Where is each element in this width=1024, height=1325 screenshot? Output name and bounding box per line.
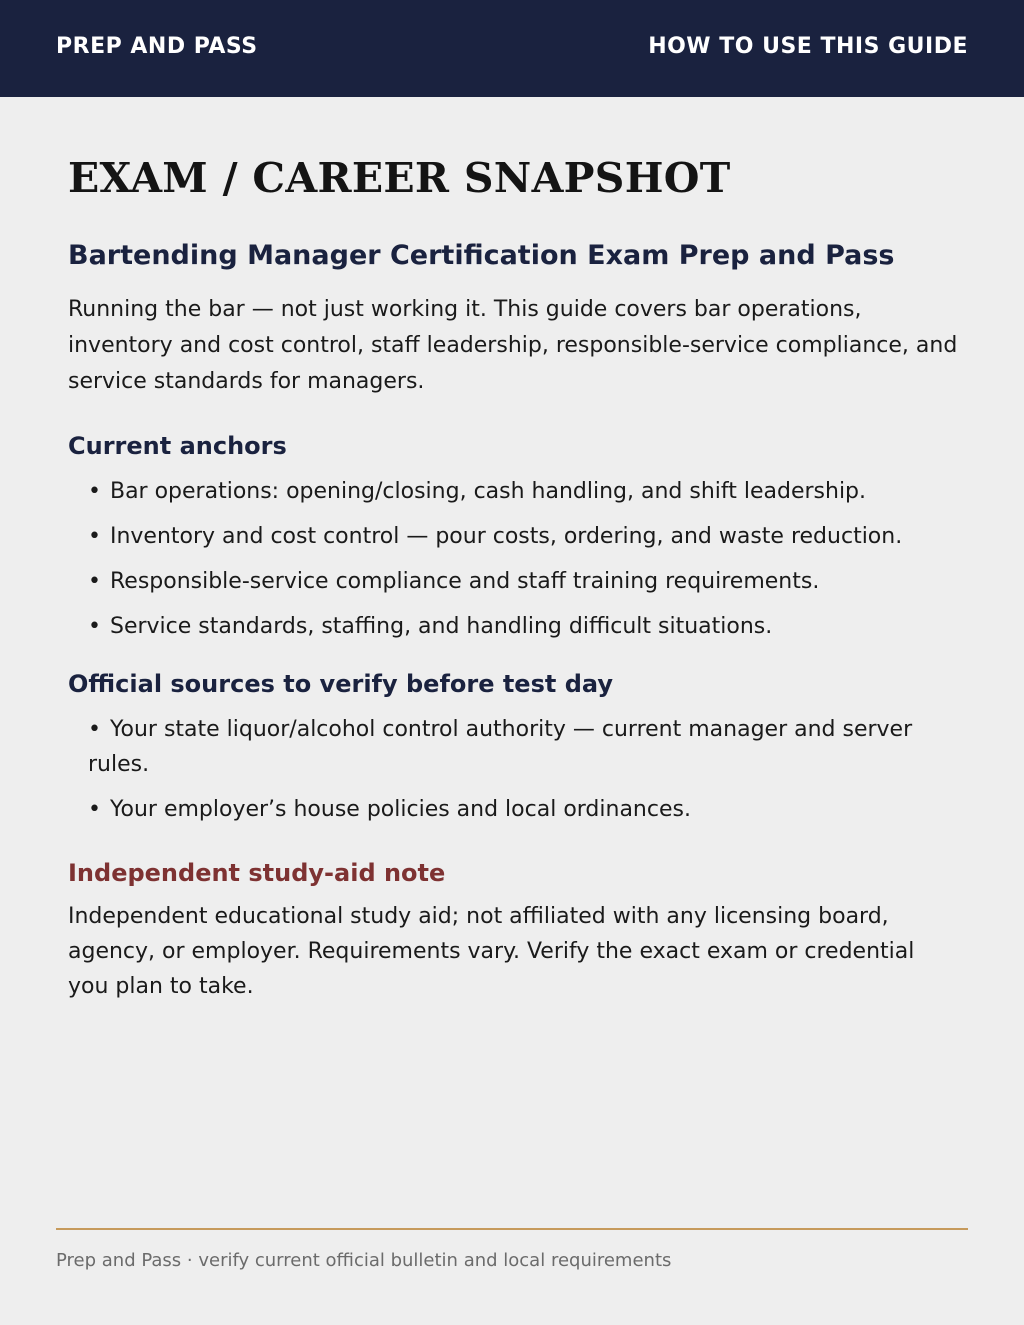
brand-name: PREP AND PASS (56, 34, 258, 59)
note-paragraph: Independent educational study aid; not affiliated with any licensing board, agency, or employer. Requirements vary. Verify the exact exam or credential you plan to take. (68, 904, 915, 999)
bullet-icon: • (88, 524, 101, 549)
list-item-text: Responsible-service compliance and staff training requirements. (109, 569, 820, 594)
bullet-icon: • (88, 569, 101, 594)
bullet-icon: • (88, 797, 101, 822)
section-label: HOW TO USE THIS GUIDE (648, 34, 968, 59)
sources-list (88, 712, 958, 827)
list-item (88, 564, 958, 599)
intro-paragraph: Running the bar — not just working it. This guide covers bar operations, inventory and cost control, staff leadership, responsible-service compliance, and service standards for managers. (68, 297, 958, 394)
note-heading: Independent study-aid note (68, 859, 446, 887)
bullet-icon: • (88, 717, 101, 742)
bullet-icon: • (88, 479, 101, 504)
list-item-text: Inventory and cost control — pour costs, ordering, and waste reduction. (109, 524, 903, 549)
main-content (68, 150, 958, 1004)
list-item (88, 474, 958, 509)
list-item (88, 519, 958, 554)
list-item (88, 792, 958, 827)
list-item-text: Bar operations: opening/closing, cash handling, and shift leadership. (109, 479, 867, 504)
list-item-text: Service standards, staffing, and handling difficult situations. (109, 614, 773, 639)
list-item (88, 609, 958, 644)
list-item (88, 712, 958, 782)
footer-text: Prep and Pass · verify current official bulletin and local requirements (56, 1250, 672, 1271)
sources-heading: Official sources to verify before test day (68, 670, 613, 698)
list-item-text: Your state liquor/alcohol control authority — current manager and server rules. (88, 717, 913, 777)
anchors-heading: Current anchors (68, 432, 287, 460)
guide-title: Bartending Manager Certification Exam Prep and Pass (68, 240, 895, 271)
footer-divider (56, 1228, 968, 1230)
list-item-text: Your employer’s house policies and local ordinances. (109, 797, 691, 822)
bullet-icon: • (88, 614, 101, 639)
anchors-list (88, 474, 958, 644)
top-banner (0, 0, 1024, 97)
page-title: EXAM / CAREER SNAPSHOT (68, 154, 731, 202)
